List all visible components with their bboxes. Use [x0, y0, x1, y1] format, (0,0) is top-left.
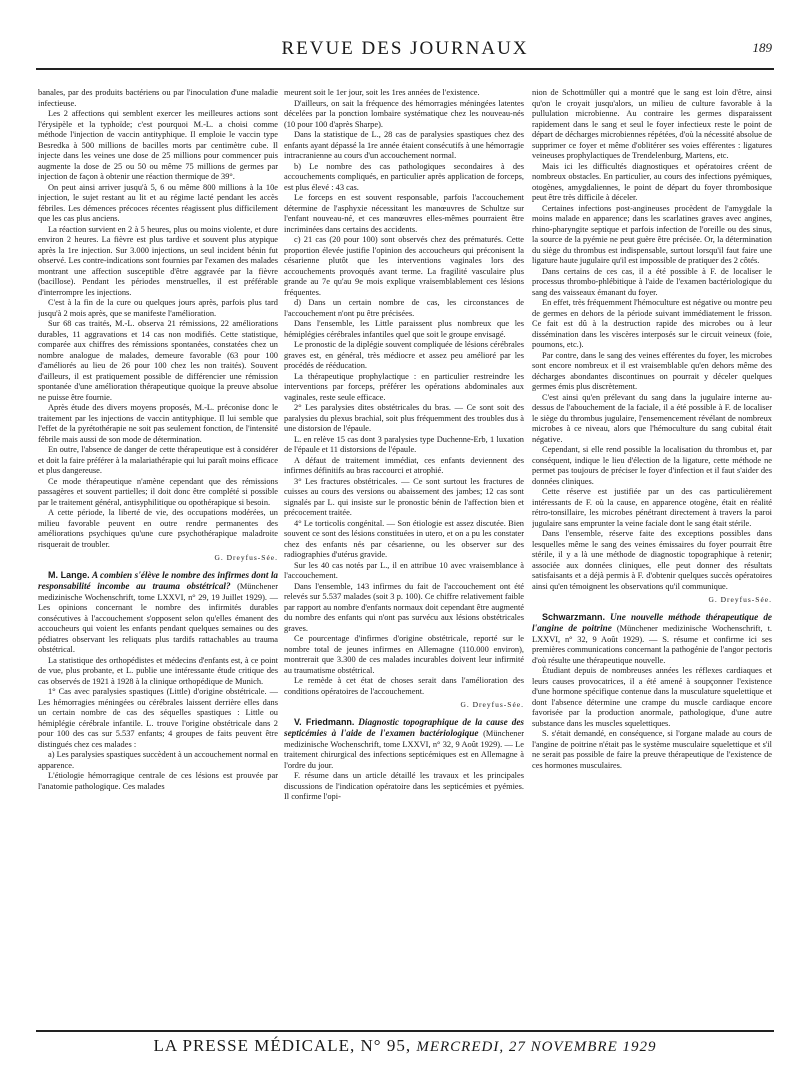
paragraph: La statistique des orthopédistes et médecins d'enfants est, à ce point de vue, plus probante, et L. publie une intéressante étude critique des cas observés de 1921 à 1928 à la clinique orthopédique de Munich.: [38, 655, 278, 686]
paragraph: A défaut de traitement immédiat, ces enfants deviennent des infirmes définitifs au bras raccourci et atrophié.: [284, 455, 524, 475]
paragraph: L. en relève 15 cas dont 3 paralysies type Duchenne-Erb, 1 luxation de l'épaule et 11 distorsions de l'épaule.: [284, 434, 524, 454]
paragraph: Par contre, dans le sang des veines efférentes du foyer, les microbes sont encore nombreux et il est vraisemblable qu'en dehors même des décharges abondantes discontinues on pourrait y déceler quelques germes émis plus discrètement.: [532, 350, 772, 391]
paragraph: La réaction survient en 2 à 5 heures, plus ou moins violente, et dure environ 2 heures. La fièvre est plus tardive et souvent plus atypique après la 1re injection. Sur 3.000 injections, un seul incident bénin fut observé. Les contre-indications sont fournies par l'examen des malades montrant une affection susceptible d'être aggravée par la fièvre (bacillose). Pendant les périodes menstruelles, il est préférable d'interrompre les injections.: [38, 224, 278, 297]
article-title: Une nouvelle méthode thérapeutique de l'angine de poitrine: [532, 611, 772, 633]
paragraph: b) Le nombre des cas pathologiques secondaires à des accouchements compliqués, en particulier après application de forceps, est plus élevé : 43 cas.: [284, 161, 524, 192]
text-column-1: [38, 88, 278, 1018]
article-heading: [284, 717, 524, 772]
paragraph: Cependant, si elle rend possible la localisation du thrombus et, par conséquent, indique le lieu d'élection de la ligature, cette méthode ne permet pas toujours de préciser le foyer d'infection et il faut s'aider des données cliniques.: [532, 445, 772, 486]
paragraph: Sur 68 cas traités, M.-L. observa 21 rémissions, 22 améliorations durables, 11 aggravations et 14 cas non modifiés. Cette statistique, comparée aux chiffres des rémissions spontanées, constatées chez un nombre analogue de malades, demeure favorable (63 pour 100 d'améliorés au lieu de 26 pour 100 chez les non traités). Souvent d'ailleurs, il est pratiquement possible de différencier une rémission spontanée d'une amélioration thérapeutique quoique la preuve absolue ne puisse être fournie.: [38, 319, 278, 402]
paragraph: banales, par des produits bactériens ou par l'inoculation d'une maladie infectieuse.: [38, 88, 278, 108]
article-author: Schwarzmann.: [542, 611, 606, 622]
paragraph: F. résume dans un article détaillé les travaux et les principales discussions de l'indication opératoire dans les septicémies et pyémies. Il confirme l'opi-: [284, 771, 524, 801]
paragraph: On peut ainsi arriver jusqu'à 5, 6 ou même 800 millions à la 10e injection, le sujet restant au lit et au régime lacté pendant les accès fébriles. Les démences précoces récentes réagissent plus difficilement que les cas plus anciens.: [38, 182, 278, 223]
paragraph: 3° Les fractures obstétricales. — Ce sont surtout les fractures de cuisses au cours des versions ou abaissement des jambes; 12 cas sont signalés par L. qui insiste sur le pronostic bénin de l'affection bien et précocement traitée.: [284, 476, 524, 517]
article-title: A combien s'élève le nombre des infirmes dont la responsabilité incombe au trauma obstétrical?: [38, 569, 278, 591]
paragraph: Mais ici les difficultés diagnostiques et opératoires créent de nombreux obstacles. En particulier, au cours des infections pyémiques, otogènes, amygdaliennes, le point de départ du foyer thrombosique peut être très difficile à déceler.: [532, 161, 772, 202]
article-reference: (Münchener medizinische Wochenschrift, t. LXXVI, n° 32, 9 Août 1929). — S. résume et confirme ici ses premières communications concernant la pathogénie de l'angor pectoris d'où résulte une thérapeutique nouvelle.: [532, 624, 772, 665]
page-footer: [36, 1030, 774, 1064]
footer-journal: LA PRESSE MÉDICALE, N° 95,: [153, 1036, 412, 1055]
paragraph: Ce mode thérapeutique n'amène cependant que des rémissions passagères et souvent partielles; il doit donc être complété si possible par le traitement général, antisyphilitique ou opothérapique si besoin.: [38, 476, 278, 507]
paragraph: A cette période, la liberté de vie, des occupations modérées, un milieu favorable peuvent en outre rendre permanentes des améliorations psychiques qu'une cure psychothérapique maladroite risquerait de troubler.: [38, 508, 278, 549]
paragraph: Le remède à cet état de choses serait dans l'amélioration des conditions opératoires de l'accouchement.: [284, 676, 524, 696]
journal-section-title: REVUE DES JOURNAUX: [281, 38, 529, 59]
paragraph: 4° Le torticolis congénital. — Son étiologie est assez discutée. Bien souvent ce sont des lésions constituées in utero, et on a pu les constater chez des enfants nés par césarienne, ou les observer sur des radiographies d'utérus gravide.: [284, 518, 524, 559]
paragraph: Dans l'ensemble, réserve faite des exceptions possibles dans lesquelles même le sang des veines émissaires du foyer pourrait être stérile, il y a là une méthode de diagnostic topographique à retenir; associée aux données cliniques, elle peut donner des résultats satisfaisants et a déjà permis à F. d'obtenir quelques succès opératoires ainsi qu'en témoignent les observations qu'il communique.: [532, 529, 772, 591]
paragraph: Dans la statistique de L., 28 cas de paralysies spastiques chez des enfants ayant dépassé la 1re année étaient consécutifs à une hémorragie intracranienne au cours d'un accouchement normal.: [284, 130, 524, 160]
paragraph: L'étiologie hémorragique centrale de ces lésions est prouvée par l'anatomie pathologique. Ces malades: [38, 771, 278, 791]
article-reference: (Münchener medizinische Wochenschrift, tome LXXVI, n° 32, 9 Août 1929). — Le traitement chirurgical des infections septicémiques est en Allemagne à l'ordre du jour.: [284, 729, 524, 770]
article-reference: (Münchener medizinische Wochenschrift, tome LXXVI, n° 29, 19 Juillet 1929). — Les opinions concernant le nombre des infirmités durables consécutives à l'accouchement s'opposent selon qu'elles émanent des accoucheurs qui voient les enfants pendant quelques semaines ou des pédiatres observant les reliquats plus tardifs rattachables au trauma obstétrical.: [38, 582, 278, 654]
paragraph: Le forceps en est souvent responsable, parfois l'accouchement détermine de l'asphyxie nécessitant les manœuvres de Schultze sur l'enfant nouveau-né, et ces manœuvres elles-mêmes pourraient être incriminées dans certains des accidents.: [284, 193, 524, 234]
paragraph: Sur les 40 cas notés par L., il en attribue 10 avec vraisemblance à l'accouchement.: [284, 560, 524, 580]
article-author: M. Lange.: [48, 569, 90, 580]
footer-date: MERCREDI, 27 NOVEMBRE 1929: [416, 1039, 657, 1055]
paragraph: Étudiant depuis de nombreuses années les réflexes cardiaques et leurs causes provocatrices, il a été amené à soupçonner l'existence d'une hormone spécifique contenue dans la musculature squelettique et dont l'absence détermine une crampe du muscle cardiaque encore favorisée par la production anormale, pathologique, d'une autre substance dans les muscles squelettiques.: [532, 666, 772, 728]
paragraph: C'est ainsi qu'en prélevant du sang dans la jugulaire interne au-dessus de l'abouchement de la faciale, il a été possible à F. de localiser le siège du thrombus jugulaire, l'ensemencement révélant de nombreux microbes à ce niveau, alors que l'hémoculture du sang cubital était négative.: [532, 392, 772, 444]
author-signature: G. Dreyfus-Sée.: [214, 553, 278, 562]
paragraph: Cette réserve est justifiée par un des cas particulièrement intéressants de F. où la cause, en apparence otogène, était en réalité rétro-tonsillaire, les microbes pénétrant directement à travers la paroi jugulaire sans emprunter la veine faciale dont le sang était stérile.: [532, 487, 772, 528]
text-column-2: [284, 88, 524, 1018]
paragraph: d) Dans un certain nombre de cas, les circonstances de l'accouchement n'ont pu être précisées.: [284, 298, 524, 318]
paragraph: a) Les paralysies spastiques succèdent à un accouchement normal en apparence.: [38, 750, 278, 770]
page-number: 189: [752, 40, 772, 55]
paragraph: nion de Schottmüller qui a montré que le sang est loin d'être, ainsi qu'on le croyait jusqu'alors, un milieu de culture favorable à la pullulation microbienne. Au contraire les germes disparaissent rapidement dans le sang et seul le foyer infectieux reste le point de départ de décharges microbiennes répétées, d'où la nécessité absolue de supprimer ce foyer et même d'oblitérer ses voies efférentes : ligatures veineuses prophylactiques de Trendelenburg, Martens, etc.: [532, 88, 772, 160]
article-title: Diagnostic topographique de la cause des septicémies à l'aide de l'examen bactériologique: [284, 716, 524, 738]
paragraph: Dans certains de ces cas, il a été possible à F. de localiser le processus thrombo-phlébitique à l'aide de l'examen bactériologique du sang des vaisseaux émanant du foyer.: [532, 266, 772, 297]
paragraph: c) 21 cas (20 pour 100) sont observés chez des prématurés. Cette proportion élevée justifie l'opinion des accoucheurs qui préconisent la césarienne plutôt que les interventions vaginales lors des accouchements provoqués avant terme. La fragilité vasculaire plus grande au 7e qu'au 9e mois explique vraisemblablement ces lésions fréquentes.: [284, 235, 524, 297]
paragraph: Certaines infections post-angineuses procèdent de l'amygdale la moins malade en apparence; dans les scarlatines graves avec angines, rhino-pharyngite septique et parfois infection de l'oreille ou des sinus, la source de la pyémie ne peut guère être précisée. Or, la détermination du siège du thrombus est indispensable, surtout lorsqu'il faut faire une ligature haute jugulaire qu'il est impossible de pratiquer des 2 côtés.: [532, 203, 772, 265]
paragraph: Après étude des divers moyens proposés, M.-L. préconise donc le traitement par les injections de vaccin antityphique. Il lui semble que l'effet de la pyrétothérapie ne soit pas seulement fonction, de l'intensité fébrile mais aussi de son mode de détermination.: [38, 403, 278, 444]
paragraph: La thérapeutique prophylactique : en particulier restreindre les interventions par forceps, préférer les opérations abdominales aux vaginales, reste seule efficace.: [284, 371, 524, 402]
paragraph: Dans l'ensemble, 143 infirmes du fait de l'accouchement ont été relevés sur 5.537 malades (soit 3 p. 100). Ce chiffre relativement faible par rapport au nombre d'enfants normaux doit cependant être augmenté du nombre des enfants qui n'ont pas survécu aux lésions obstétricales graves.: [284, 581, 524, 633]
paragraph: C'est à la fin de la cure ou quelques jours après, parfois plus tard jusqu'à 2 mois après, que se manifeste l'amélioration.: [38, 298, 278, 318]
paragraph: En effet, très fréquemment l'hémoculture est négative ou montre peu de germes en dehors de la période suivant immédiatement le frisson. Ce fait est dû à la destruction rapide des microbes ou à leur dissémination dans les viscères interposés sur le circuit veineux (foie, poumons, etc.).: [532, 298, 772, 349]
paragraph: Dans l'ensemble, les Little paraissent plus nombreux que les hémiplégies cérébrales infantiles quel que soit le groupe envisagé.: [284, 319, 524, 339]
article-heading: [38, 570, 278, 656]
paragraph: 2° Les paralysies dites obstétricales du bras. — Ce sont soit des paralysies du plexus brachial, soit plus fréquemment des troubles dus à une distorsion de l'épaule.: [284, 403, 524, 433]
paragraph: En outre, l'absence de danger de cette thérapeutique est à considérer et doit la faire préférer à la malariathérapie qui lui paraît moins efficace et plus dangereuse.: [38, 445, 278, 475]
author-signature: G. Dreyfus-Sée.: [460, 700, 524, 709]
paragraph: meurent soit le 1er jour, soit les 1res années de l'existence.: [284, 88, 480, 97]
paragraph: Le pronostic de la diplégie souvent compliquée de lésions cérébrales graves est, en général, très médiocre et assez peu amélioré par les procédés de rééducation.: [284, 340, 524, 370]
paragraph: S. s'était demandé, en conséquence, si l'organe malade au cours de l'angine de poitrine n'était pas le système musculaire squelettique et s'il ne serait pas possible de faire la preuve thérapeutique de l'existence de ces hormones musculaires.: [532, 729, 772, 770]
author-signature: G. Dreyfus-Sée.: [708, 595, 772, 604]
paragraph: 1° Cas avec paralysies spastiques (Little) d'origine obstétricale. — Les hémorragies méningées ou cérébrales laissent derrière elles dans un certain nombre de cas des séquelles spastiques : Little ou hémiplégie cérébrale infantile. L. trouve l'origine obstétricale dans 2 pour 100 des cas sur 5.537 enfants; 4 groupes de faits peuvent être distingués chez ces malades :: [38, 687, 278, 749]
paragraph: Les 2 affections qui semblent exercer les meilleures actions sont l'érysipèle et la typhoïde; c'est pourquoi M.-L. a choisi comme méthode l'injection de vaccin antityphique. Il emploie le vaccin type Besredka à 500 millions de bacilles morts par centimètre cube. Il injecte dans les veines une dose de 25 millions pour commencer puis augmente la dose de 25 ou 50 ou même 75 millions de germes par injection de façon à obtenir une réaction thermique de 39°.: [38, 109, 278, 181]
text-column-3: [532, 88, 772, 1018]
paragraph: D'ailleurs, on sait la fréquence des hémorragies méningées latentes décelées par la ponction lombaire systématique chez les nouveau-nés (10 pour 100 d'après Sharpe).: [284, 98, 524, 129]
page-header: [36, 28, 774, 70]
paragraph: Ce pourcentage d'infirmes d'origine obstétricale, reporté sur le nombre total de jeunes infirmes en Allemagne (110.000 environ), montrerait que 3.300 de ces malades incurables doivent leur infirmité au traumatisme obstétrical.: [284, 634, 524, 675]
article-author: V. Friedmann.: [294, 716, 355, 727]
article-heading: [532, 612, 772, 667]
